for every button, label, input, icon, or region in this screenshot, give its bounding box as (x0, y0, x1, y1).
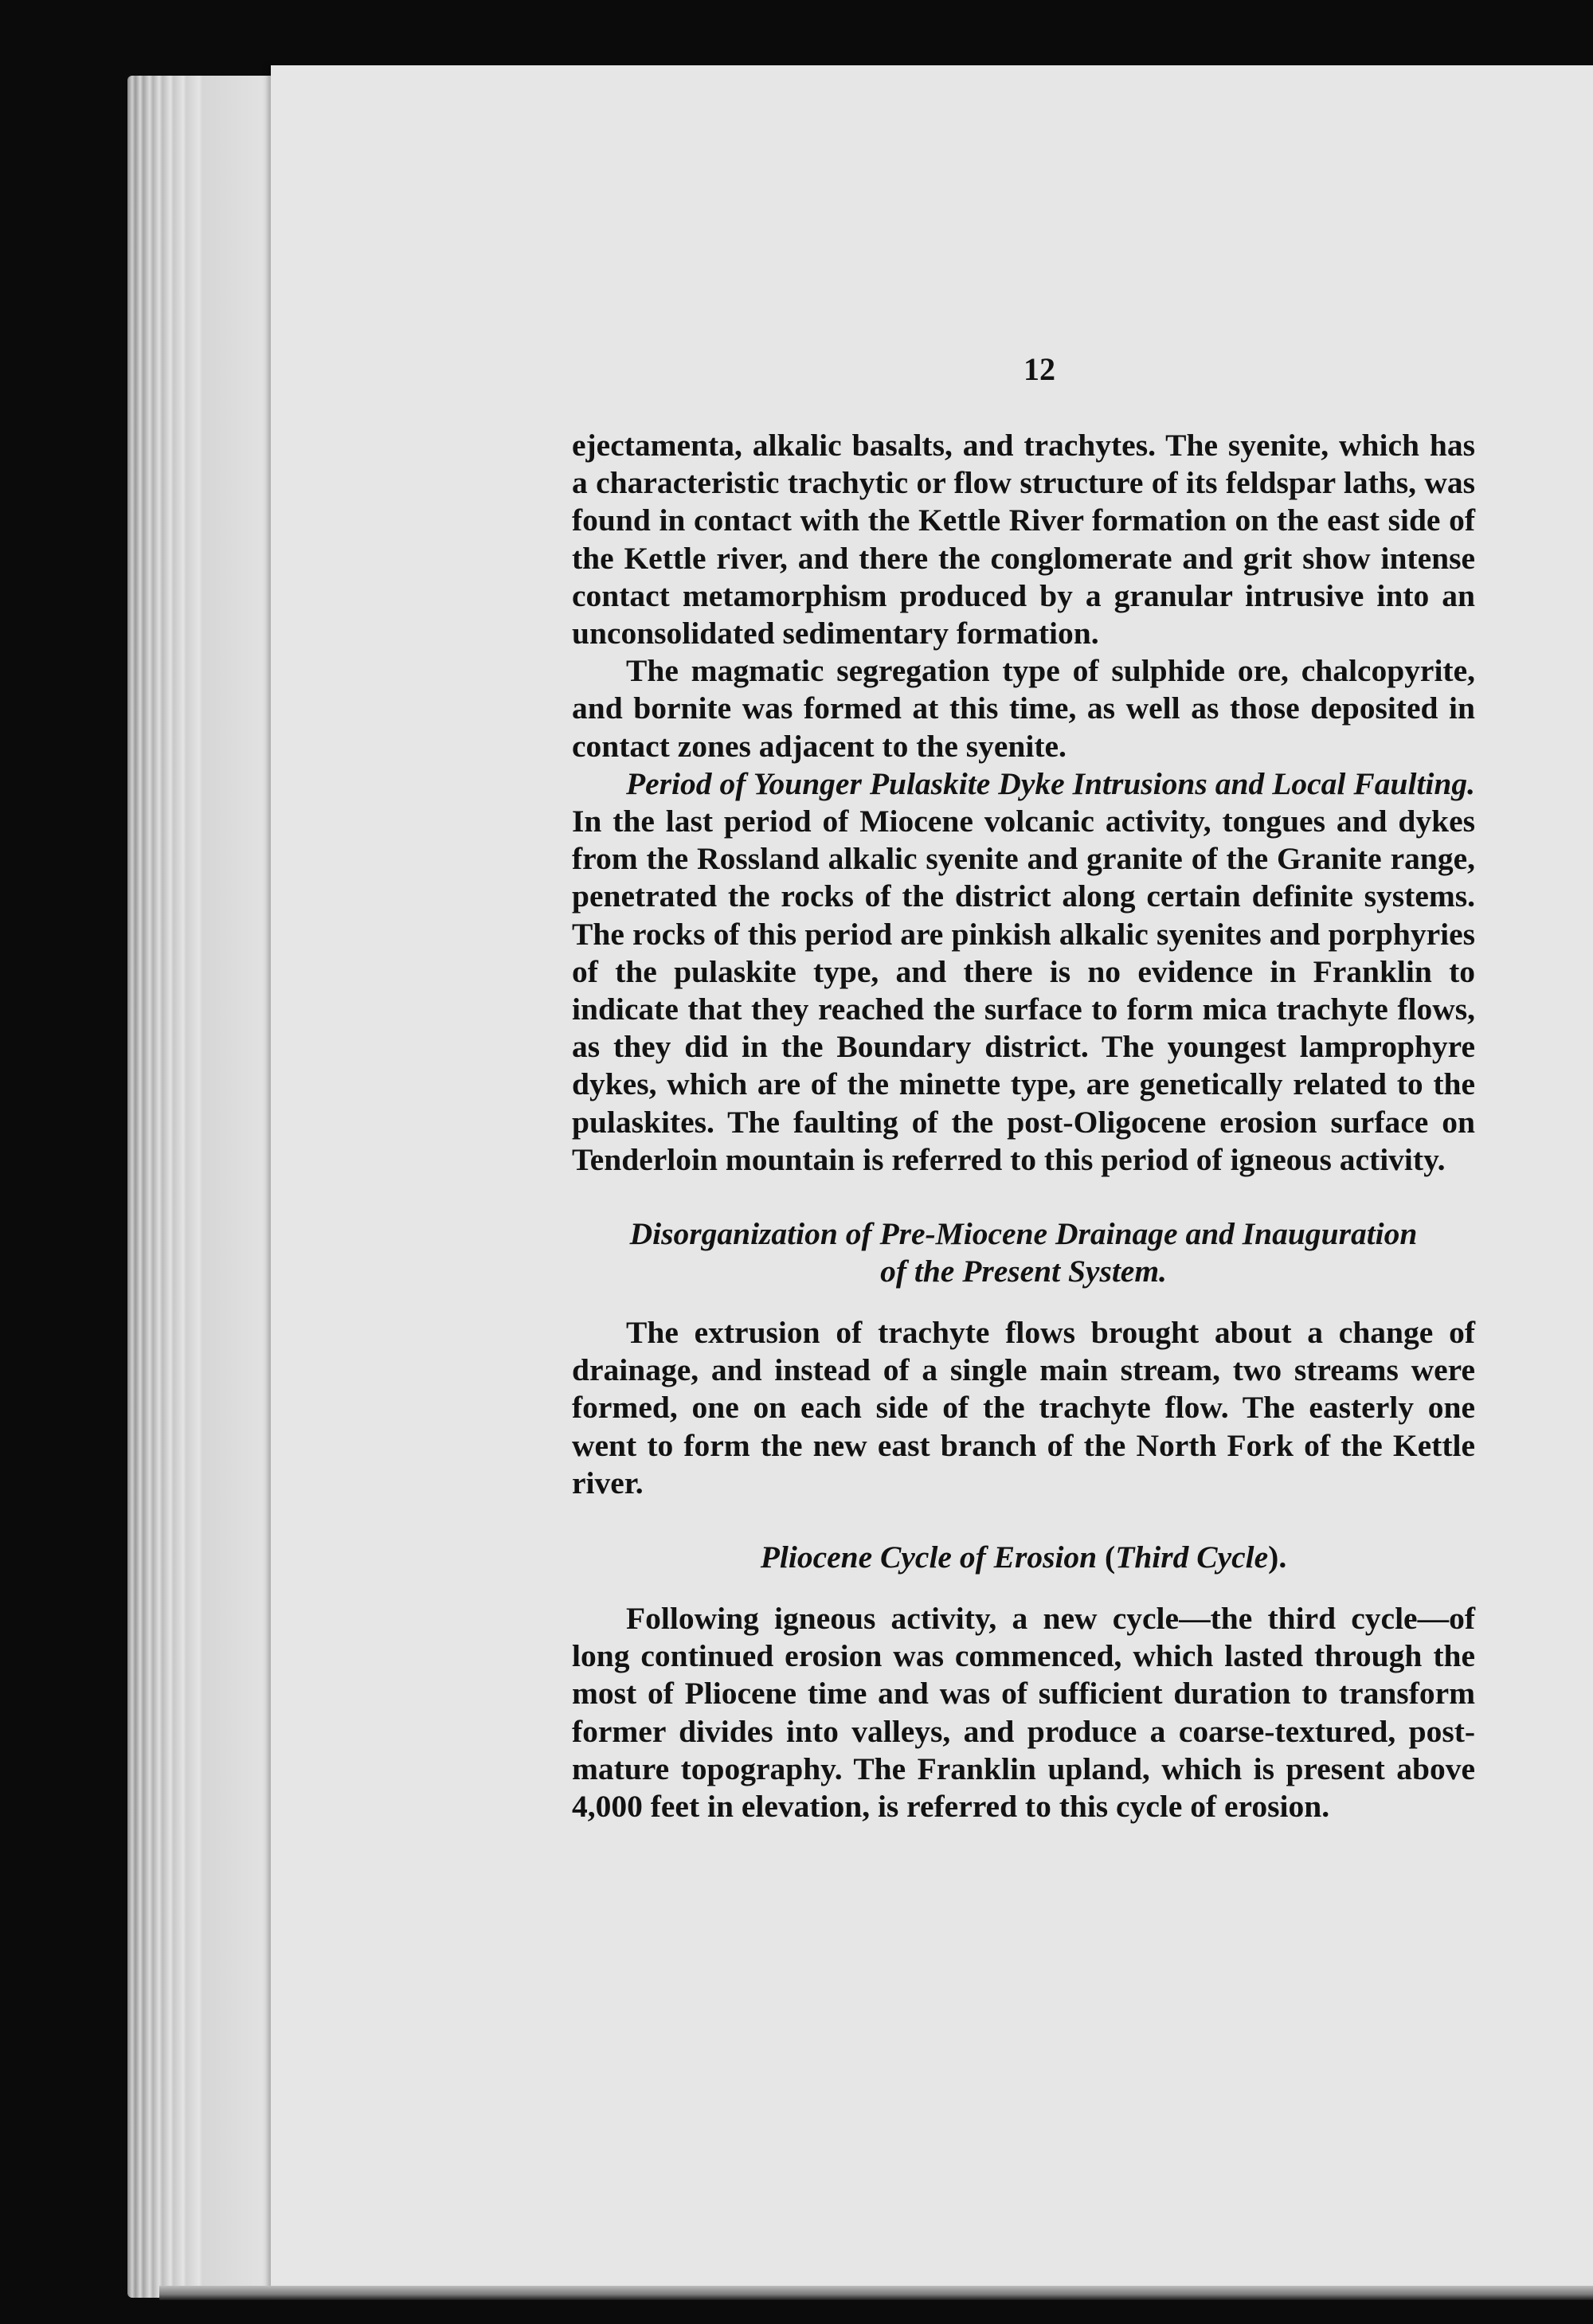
pliocene-heading-paren-close: ). (1268, 1540, 1287, 1575)
paragraph-trachyte-extrusion: The extrusion of trachyte flows brought about a change of drainage, and instead of a single main stream, two streams were formed, one on each side of the trachyte flow. The easterly one went to form the new east branch of the North Fork of the Kettle river. (572, 1315, 1475, 1500)
disorganization-heading-line-1: Disorganization of Pre-Miocene Drainage and Inauguration (629, 1216, 1418, 1252)
page-text-block (572, 350, 1475, 1825)
paragraph-magmatic-segregation: The magmatic segregation type of sulphide ore, chalcopyrite, and bornite was formed at this time, as well as those deposited in contact zones adjacent to the syenite. (572, 653, 1475, 764)
pliocene-heading-part-2: Third Cycle (1115, 1540, 1269, 1575)
section-heading-disorganization (572, 1215, 1475, 1290)
run-in-heading-pulaskite: Period of Younger Pulaskite Dyke Intrusions and Local Faulting. (626, 765, 1475, 801)
disorganization-heading-line-2: of the Present System. (880, 1254, 1167, 1289)
paragraph-pliocene-cycle: Following igneous activity, a new cycle—the third cycle—of long continued erosion was commenced, which lasted through the most of Pliocene time and was of sufficient duration to transform former divides into valleys, and produce a coarse-textured, post-mature topography. The Franklin upland, which is present above 4,000 feet in elevation, is referred to this cycle of erosion. (572, 1601, 1475, 1825)
pliocene-heading-paren-open: ( (1105, 1540, 1116, 1575)
page-bottom-edge (159, 2286, 1593, 2300)
pliocene-heading-part-1: Pliocene Cycle of Erosion (760, 1540, 1106, 1575)
paragraph-ejectamenta: ejectamenta, alkalic basalts, and trachytes. The syenite, which has a characteristic trachytic or flow structure of its feldspar laths, was found in contact with the Kettle River formation on the east side of the Kettle river, and there the conglomerate and grit show intense contact metamorphism produced by a granular intrusive into an unconsolidated sedimentary formation. (572, 428, 1475, 651)
page-stack-edges (127, 76, 287, 2298)
pulaskite-text: In the last period of Miocene volcanic activity, tongues and dykes from the Rossland alkalic syenite and granite of the Granite range, penetrated the rocks of the district along certain definite systems. The rocks of this period are pinkish alkalic syenites and porphyries of the pulaskite type, and there is no evidence in Franklin to indicate that they reached the surface to form mica trachyte flows, as they did in the Boundary district. The youngest lamprophyre dykes, which are of the minette type, are genetically related to the pulaskites. The faulting of the post-Oligocene erosion surface on Tenderloin mountain is referred to this period of igneous activity. (572, 804, 1475, 1177)
page-number: 12 (1024, 351, 1055, 387)
paragraph-younger-pulaskite (572, 765, 1475, 1179)
section-heading-pliocene (572, 1539, 1475, 1576)
